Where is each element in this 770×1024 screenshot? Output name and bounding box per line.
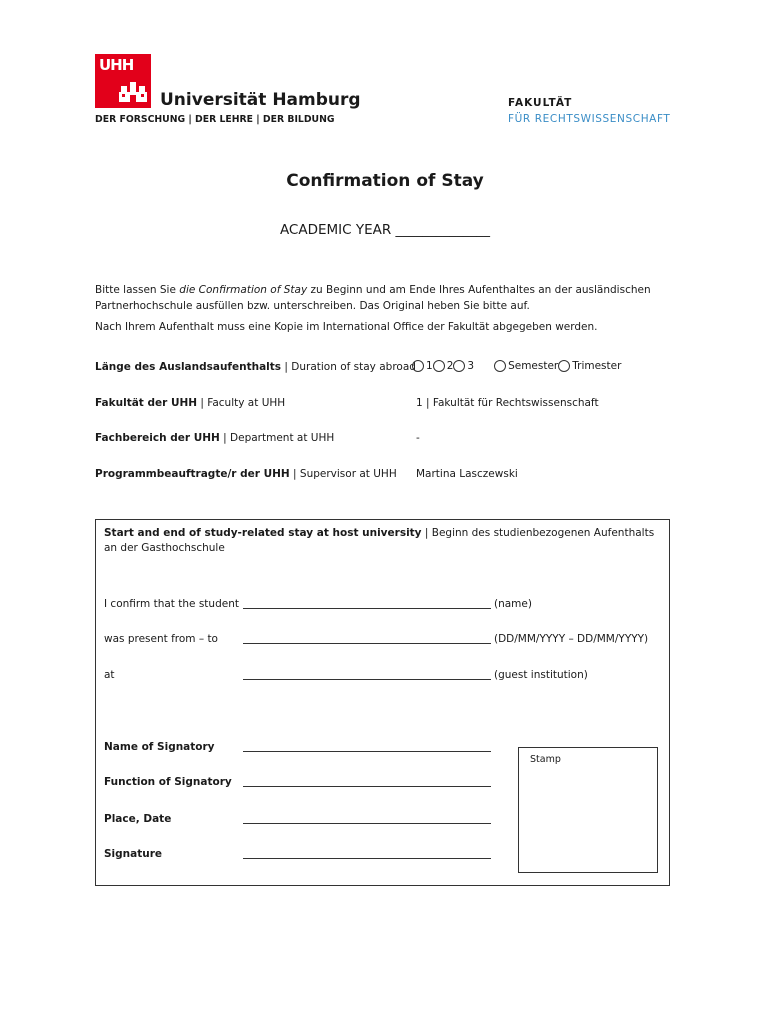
signatory-function-label — [104, 776, 232, 788]
duration-option-1[interactable] — [412, 360, 433, 372]
signatory-name-text: Name of Signatory — [104, 741, 215, 753]
period-option-trimester[interactable] — [558, 360, 621, 372]
radio-icon — [433, 360, 445, 372]
supervisor-value: Martina Lasczewski — [416, 468, 518, 480]
duration-option-label: 3 — [467, 360, 475, 372]
signature-label — [104, 848, 162, 860]
intro-text-emphasis: die Confirmation of Stay — [179, 284, 308, 296]
duration-option-label: 2 — [446, 360, 454, 372]
place-date-text: Place, Date — [104, 813, 172, 825]
duration-label-en: | Duration of stay abroad — [281, 361, 416, 373]
student-name-field[interactable] — [243, 596, 491, 609]
from-to-field[interactable] — [243, 631, 491, 644]
university-tagline: DER FORSCHUNG | DER LEHRE | DER BILDUNG — [95, 114, 335, 125]
signatory-name-label — [104, 741, 215, 753]
faculty-subheading: FÜR RECHTSWISSENSCHAFT — [508, 113, 671, 125]
logo-text: UHH — [99, 56, 134, 74]
supervisor-label-de: Programmbeauftragte/r der UHH — [95, 468, 290, 480]
faculty-value: 1 | Fakultät für Rechtswissenschaft — [416, 397, 599, 409]
duration-label — [95, 361, 416, 373]
radio-icon — [412, 360, 424, 372]
signatory-name-field[interactable] — [243, 739, 491, 752]
duration-option-2[interactable] — [433, 360, 454, 372]
signatory-function-text: Function of Signatory — [104, 776, 232, 788]
instructions — [95, 282, 675, 335]
at-label: at — [104, 669, 115, 681]
confirmation-heading-bold: Start and end of study-related stay at host university — [104, 527, 422, 539]
duration-option-3[interactable] — [453, 360, 474, 372]
guest-institution-field[interactable] — [243, 667, 491, 680]
at-suffix: (guest institution) — [494, 669, 588, 681]
instructions-paragraph-1 — [95, 282, 675, 314]
supervisor-label-en: | Supervisor at UHH — [289, 468, 397, 480]
student-label: I confirm that the student — [104, 598, 239, 610]
duration-label-de: Länge des Auslandsaufenthalts — [95, 361, 282, 373]
intro-text-a: Bitte lassen Sie — [95, 284, 180, 296]
place-date-label — [104, 813, 171, 825]
signatory-function-field[interactable] — [243, 774, 491, 787]
stamp-label: Stamp — [530, 754, 561, 765]
intro-text-b: zu Beginn und am Ende Ihres Aufenthaltes an der ausländischen Partnerhochschule ausfüllen bzw. unterschreiben. Das Original heben Sie bitte auf. — [95, 284, 651, 312]
stamp-box[interactable] — [518, 747, 658, 873]
radio-icon — [558, 360, 570, 372]
confirmation-heading-rest: | Beginn des studienbezogenen Aufenthalts an der Gasthochschule — [104, 527, 655, 554]
castle-icon — [119, 78, 147, 104]
faculty-label-de: Fakultät der UHH — [95, 397, 198, 409]
faculty-heading: FAKULTÄT — [508, 97, 573, 109]
uhh-logo — [95, 54, 151, 108]
radio-icon — [453, 360, 465, 372]
duration-option-label: 1 — [426, 360, 433, 372]
department-label-de: Fachbereich der UHH — [95, 432, 220, 444]
from-to-label: was present from – to — [104, 633, 218, 645]
signature-field[interactable] — [243, 846, 491, 859]
period-option-label: Semester — [508, 360, 559, 372]
signature-text: Signature — [104, 848, 163, 860]
faculty-label — [95, 397, 285, 409]
faculty-label-en: | Faculty at UHH — [197, 397, 286, 409]
student-suffix: (name) — [494, 598, 532, 610]
duration-options — [412, 360, 621, 372]
document-title: Confirmation of Stay — [286, 171, 484, 191]
place-date-field[interactable] — [243, 811, 491, 824]
instructions-paragraph-2: Nach Ihrem Aufenthalt muss eine Kopie im International Office der Fakultät abgegeben werden. — [95, 321, 598, 333]
university-name: Universität Hamburg — [160, 90, 361, 110]
period-option-label: Trimester — [572, 360, 622, 372]
radio-icon — [494, 360, 506, 372]
supervisor-label — [95, 468, 397, 480]
academic-year-field[interactable]: ACADEMIC YEAR ______________ — [279, 222, 491, 238]
period-option-semester[interactable] — [494, 360, 558, 372]
from-to-suffix: (DD/MM/YYYY – DD/MM/YYYY) — [494, 633, 649, 645]
department-value: - — [416, 432, 420, 444]
department-label — [95, 432, 334, 444]
confirmation-heading — [104, 526, 664, 556]
department-label-en: | Department at UHH — [219, 432, 335, 444]
